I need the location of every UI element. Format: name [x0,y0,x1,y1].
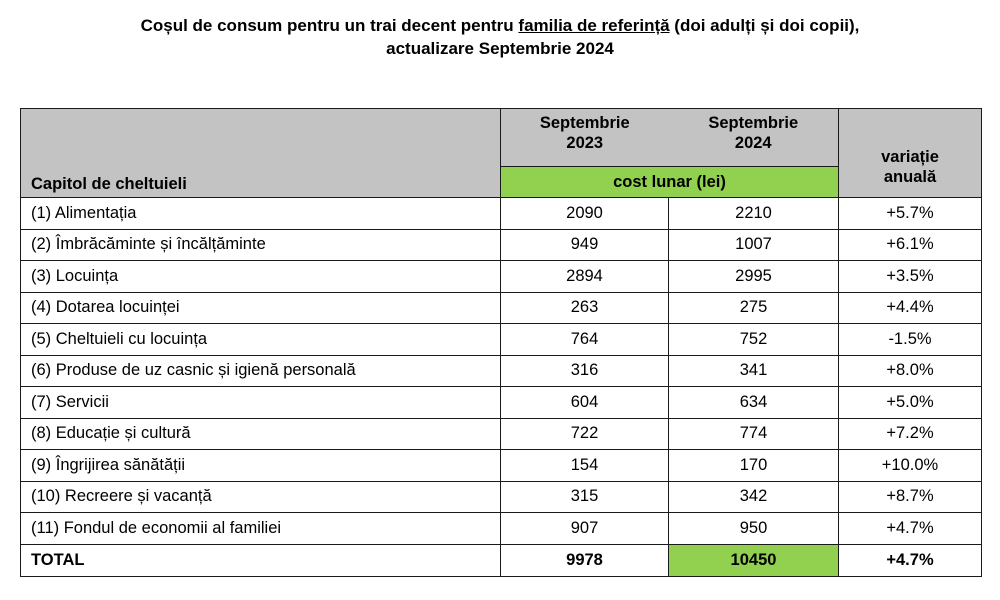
row-label: (9) Îngrijirea sănătății [21,450,501,482]
row-value-2023: 263 [501,292,669,324]
table-row [21,229,982,261]
title-line-1 [0,14,1000,37]
row-label: (7) Servicii [21,387,501,419]
row-value-2023: 154 [501,450,669,482]
page-title [0,14,1000,60]
consumption-basket-table [20,108,982,577]
row-variation: +8.0% [839,355,982,387]
row-variation: +5.7% [839,198,982,230]
row-value-2024: 1007 [669,229,839,261]
table-row [21,513,982,545]
row-value-2023: 315 [501,481,669,513]
row-label: (5) Cheltuieli cu locuința [21,324,501,356]
header-variation [839,109,982,198]
row-variation: +7.2% [839,418,982,450]
table-row [21,324,982,356]
row-label: (3) Locuința [21,261,501,293]
row-value-2024: 341 [669,355,839,387]
row-variation: +10.0% [839,450,982,482]
row-label: (6) Produse de uz casnic și igienă personală [21,355,501,387]
row-value-2023: 316 [501,355,669,387]
header-variation-line1: variație [881,148,939,166]
row-value-2023: 604 [501,387,669,419]
row-label: (11) Fondul de economii al familiei [21,513,501,545]
row-variation: -1.5% [839,324,982,356]
row-value-2023: 2894 [501,261,669,293]
row-label: (4) Dotarea locuinței [21,292,501,324]
table-row [21,387,982,419]
row-label: (2) Îmbrăcăminte și încălțăminte [21,229,501,261]
row-label: (1) Alimentația [21,198,501,230]
row-variation: +8.7% [839,481,982,513]
row-variation: +6.1% [839,229,982,261]
header-cost-label: cost lunar (lei) [501,167,839,198]
row-value-2024: 752 [669,324,839,356]
header-year-2024-month: Septembrie [708,114,799,132]
table-row [21,481,982,513]
row-value-2024: 950 [669,513,839,545]
row-variation: +3.5% [839,261,982,293]
header-year-2024 [669,109,839,167]
row-value-2024: 170 [669,450,839,482]
total-value-2023: 9978 [501,544,669,576]
header-year-2023-year: 2023 [566,134,604,152]
table-row [21,292,982,324]
total-value-2024: 10450 [669,544,839,576]
title-underlined-text: familia de referință [518,16,670,35]
row-value-2023: 722 [501,418,669,450]
table-row [21,450,982,482]
row-value-2024: 275 [669,292,839,324]
row-value-2024: 342 [669,481,839,513]
row-value-2024: 2995 [669,261,839,293]
table-row [21,418,982,450]
row-value-2023: 2090 [501,198,669,230]
row-variation: +4.7% [839,513,982,545]
row-label: (8) Educație și cultură [21,418,501,450]
total-row [21,544,982,576]
header-year-2024-year: 2024 [734,134,772,152]
row-variation: +5.0% [839,387,982,419]
total-label: TOTAL [21,544,501,576]
row-value-2024: 774 [669,418,839,450]
row-value-2023: 907 [501,513,669,545]
title-line-2: actualizare Septembrie 2024 [386,39,614,58]
header-year-2023-month: Septembrie [539,114,630,132]
table-row [21,355,982,387]
header-year-2023 [501,109,669,167]
header-category: Capitol de cheltuieli [21,109,501,198]
row-value-2024: 634 [669,387,839,419]
row-variation: +4.4% [839,292,982,324]
row-label: (10) Recreere și vacanță [21,481,501,513]
table-row [21,261,982,293]
title-text-end: (doi adulți și doi copii), [669,16,860,35]
header-variation-line2: anuală [883,168,937,186]
title-text: Coșul de consum pentru un trai decent pentru [140,16,519,35]
row-value-2023: 764 [501,324,669,356]
row-value-2023: 949 [501,229,669,261]
table-row [21,198,982,230]
total-variation: +4.7% [839,544,982,576]
row-value-2024: 2210 [669,198,839,230]
